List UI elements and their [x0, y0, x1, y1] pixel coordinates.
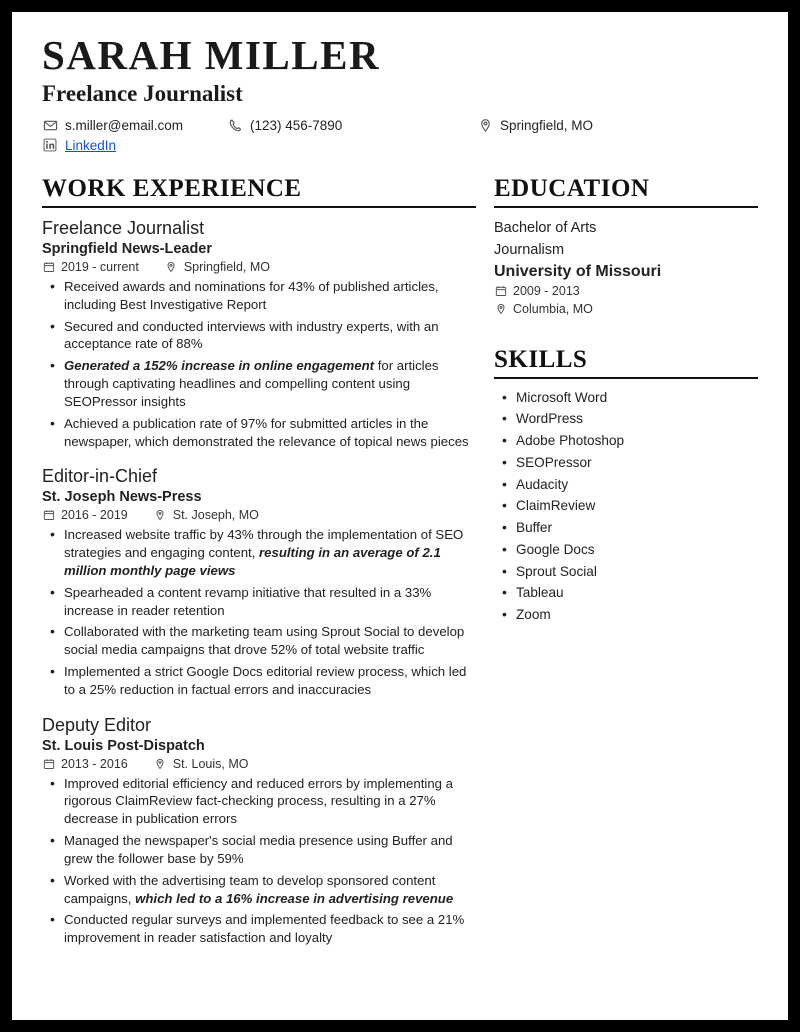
phone-icon	[227, 117, 243, 133]
contact-email-text: s.miller@email.com	[65, 117, 183, 133]
sidebar-column	[494, 175, 758, 963]
work-experience-item	[42, 466, 476, 698]
skill-item: • Microsoft Word	[516, 389, 758, 408]
education-entry	[494, 218, 758, 316]
work-experience-heading: WORK EXPERIENCE	[42, 175, 476, 208]
bullet-emphasis: resulting in an average of 2.1 million monthly page views	[64, 545, 441, 578]
skill-item: • SEOPressor	[516, 454, 758, 473]
contact-location	[477, 117, 677, 133]
skill-item: • Tableau	[516, 584, 758, 603]
work-experience-column	[42, 175, 494, 963]
job-meta-row	[42, 757, 476, 771]
job-meta-row	[42, 508, 476, 522]
skills-list	[494, 389, 758, 625]
job-location-text: Springfield, MO	[183, 260, 270, 275]
job-dates	[42, 508, 128, 522]
job-meta-row	[42, 260, 476, 274]
work-experience-item	[42, 715, 476, 947]
education-location-text: Columbia, MO	[513, 301, 593, 316]
education-location	[494, 302, 593, 316]
calendar-icon	[42, 757, 55, 770]
map-pin-icon	[165, 261, 178, 274]
education-location-row	[494, 302, 758, 316]
job-company: St. Joseph News-Press	[42, 489, 202, 506]
job-dates-text: 2013 - 2016	[61, 756, 128, 771]
calendar-icon	[42, 509, 55, 522]
skill-item: • Buffer	[516, 519, 758, 538]
map-pin-icon	[477, 117, 493, 133]
education-dates-text: 2009 - 2013	[513, 283, 580, 298]
skill-item: • Audacity	[516, 476, 758, 495]
skill-item: • Google Docs	[516, 541, 758, 560]
skill-item: • ClaimReview	[516, 497, 758, 516]
job-dates	[42, 757, 128, 771]
skill-item: • WordPress	[516, 410, 758, 429]
map-pin-icon	[154, 509, 167, 522]
education-field: Journalism	[494, 241, 565, 258]
contact-row-primary	[42, 117, 758, 133]
calendar-icon	[494, 284, 507, 297]
job-location	[154, 508, 259, 522]
job-dates-text: 2019 - current	[61, 260, 139, 275]
job-location	[154, 757, 249, 771]
education-dates	[494, 284, 580, 298]
linkedin-icon	[42, 137, 58, 153]
bullet-text: Spearheaded a content revamp initiative that resulted in a 33% increase in reader retention	[64, 584, 432, 618]
job-bullet	[64, 872, 476, 908]
bullet-text: Increased website traffic by 43% through the implementation of SEO strategies and engaging content,	[64, 527, 464, 561]
contact-row-secondary	[42, 137, 758, 153]
work-experience-list	[42, 218, 476, 947]
job-bullet	[64, 775, 476, 828]
job-location-text: St. Joseph, MO	[172, 508, 259, 523]
job-bullet-list	[42, 278, 476, 450]
bullet-text: for articles through captivating headlines and compelling content using SEOPressor insights	[64, 358, 439, 409]
job-bullet	[64, 318, 476, 354]
contact-linkedin-link[interactable]: LinkedIn	[65, 137, 117, 153]
job-location-text: St. Louis, MO	[172, 756, 249, 771]
job-bullet	[64, 415, 476, 451]
job-dates	[42, 260, 139, 274]
job-bullet	[64, 278, 476, 314]
bullet-text: Secured and conducted interviews with industry experts, with an acceptance rate of 88%	[64, 318, 439, 352]
job-company: St. Louis Post-Dispatch	[42, 737, 205, 754]
job-location	[165, 260, 270, 274]
job-bullet-list	[42, 775, 476, 947]
bullet-text: Conducted regular surveys and implemented feedback to see a 21% improvement in reader satisfaction and loyalty	[64, 912, 465, 946]
job-bullet	[64, 584, 476, 620]
education-dates-row	[494, 284, 758, 298]
candidate-job-title: Freelance Journalist	[42, 81, 243, 107]
bullet-text: Implemented a strict Google Docs editorial review process, which led to a 25% reduction in factual errors and inaccuracies	[64, 664, 467, 697]
bullet-text: Improved editorial efficiency and reduced errors by implementing a rigorous ClaimReview fact-checking process, resulting in a 27% decrease in publication errors	[64, 775, 453, 827]
skills-heading: SKILLS	[494, 346, 758, 379]
resume-page	[12, 12, 788, 1020]
bullet-text: Achieved a publication rate of 97% for submitted articles in the newspaper, which demonstrated the relevance of topical news pieces	[64, 415, 469, 449]
envelope-icon	[42, 117, 58, 133]
job-title: Freelance Journalist	[42, 218, 205, 239]
bullet-text: Collaborated with the marketing team using Sprout Social to develop social media campaigns that drove 52% of total website traffic	[64, 624, 465, 658]
job-bullet	[64, 623, 476, 659]
map-pin-icon	[494, 302, 507, 315]
resume-body	[42, 175, 758, 963]
job-dates-text: 2016 - 2019	[61, 508, 128, 523]
job-bullet	[64, 832, 476, 868]
bullet-text: Received awards and nominations for 43% of published articles, including Best Investigative Report	[64, 279, 439, 312]
contact-phone	[227, 117, 477, 133]
calendar-icon	[42, 261, 55, 274]
bullet-emphasis: Generated a 152% increase in online engagement	[64, 358, 375, 374]
bullet-emphasis: which led to a 16% increase in advertising revenue	[135, 890, 454, 906]
job-company: Springfield News-Leader	[42, 241, 213, 258]
bullet-text: Worked with the advertising team to develop sponsored content campaigns,	[64, 872, 436, 906]
skill-item: • Zoom	[516, 606, 758, 625]
skill-item: • Adobe Photoshop	[516, 432, 758, 451]
job-title: Editor-in-Chief	[42, 466, 158, 487]
education-school: University of Missouri	[494, 262, 662, 280]
contact-linkedin[interactable]	[42, 137, 227, 153]
map-pin-icon	[154, 757, 167, 770]
bullet-text: Managed the newspaper's social media presence using Buffer and grew the follower base by 59%	[64, 833, 453, 866]
contact-email	[42, 117, 227, 133]
job-bullet	[64, 526, 476, 579]
candidate-name: SARAH MILLER	[42, 32, 381, 78]
education-heading: EDUCATION	[494, 175, 758, 208]
job-bullet	[64, 663, 476, 699]
job-bullet	[64, 357, 476, 410]
education-degree: Bachelor of Arts	[494, 220, 597, 237]
contact-phone-text: (123) 456-7890	[250, 117, 343, 133]
job-title: Deputy Editor	[42, 714, 152, 735]
job-bullet-list	[42, 526, 476, 698]
work-experience-item	[42, 218, 476, 450]
skill-item: • Sprout Social	[516, 563, 758, 582]
contact-location-text: Springfield, MO	[500, 117, 594, 133]
resume-header	[42, 34, 758, 153]
job-bullet	[64, 911, 476, 947]
